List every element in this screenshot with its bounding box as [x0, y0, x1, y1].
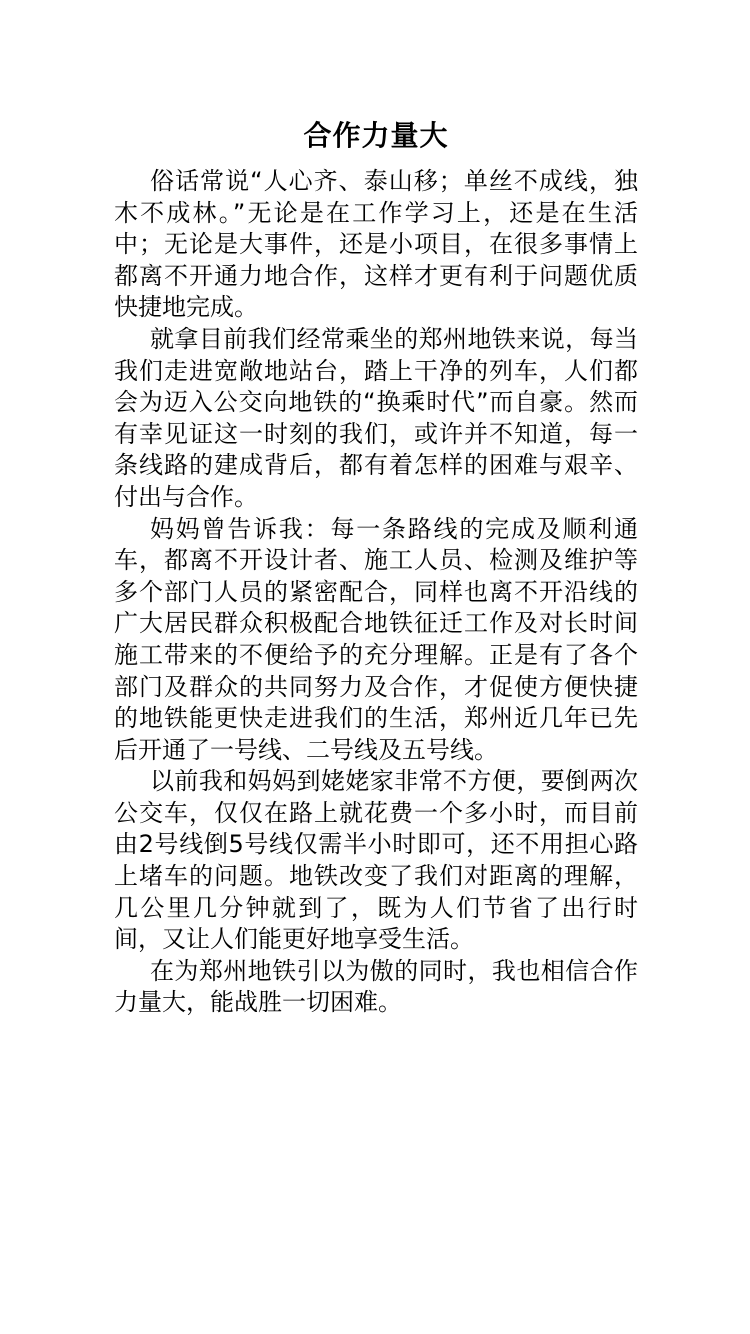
paragraph-2: 就拿目前我们经常乘坐的郑州地铁来说，每当我们走进宽敞地站台，踏上干净的列车，人们都会为迈入公交向地铁的“换乘时代”而自豪。然而有幸见证这一时刻的我们，或许并不知道，每一条线路的建成背后，都有着怎样的困难与艰辛、付出与合作。	[114, 324, 638, 511]
paragraph-3: 妈妈曾告诉我：每一条路线的完成及顺利通车，都离不开设计者、施工人员、检测及维护等多个部门人员的紧密配合，同样也离不开沿线的广大居民群众积极配合地铁征迁工作及对长时间施工带来的不便给予的充分理解。正是有了各个部门及群众的共同努力及合作，才促使方便快捷的地铁能更快走进我们的生活，郑州近几年已先后开通了一号线、二号线及五号线。	[114, 514, 638, 764]
essay-page	[114, 112, 638, 1019]
essay-title: 合作力量大	[303, 119, 449, 152]
paragraph-4: 以前我和妈妈到姥姥家非常不方便，要倒两次公交车，仅仅在路上就花费一个多小时，而目前由2号线倒5号线仅需半小时即可，还不用担心路上堵车的问题。地铁改变了我们对距离的理解，几公里几分钟就到了，既为人们节省了出行时间，又让人们能更好地享受生活。	[114, 767, 638, 954]
paragraph-1: 俗话常说“人心齐、泰山移；单丝不成线，独木不成林。”无论是在工作学习上，还是在生活中；无论是大事件，还是小项目，在很多事情上都离不开通力地合作，这样才更有利于问题优质快捷地完成。	[114, 167, 638, 322]
paragraph-5: 在为郑州地铁引以为傲的同时，我也相信合作力量大，能战胜一切困难。	[114, 956, 638, 1017]
